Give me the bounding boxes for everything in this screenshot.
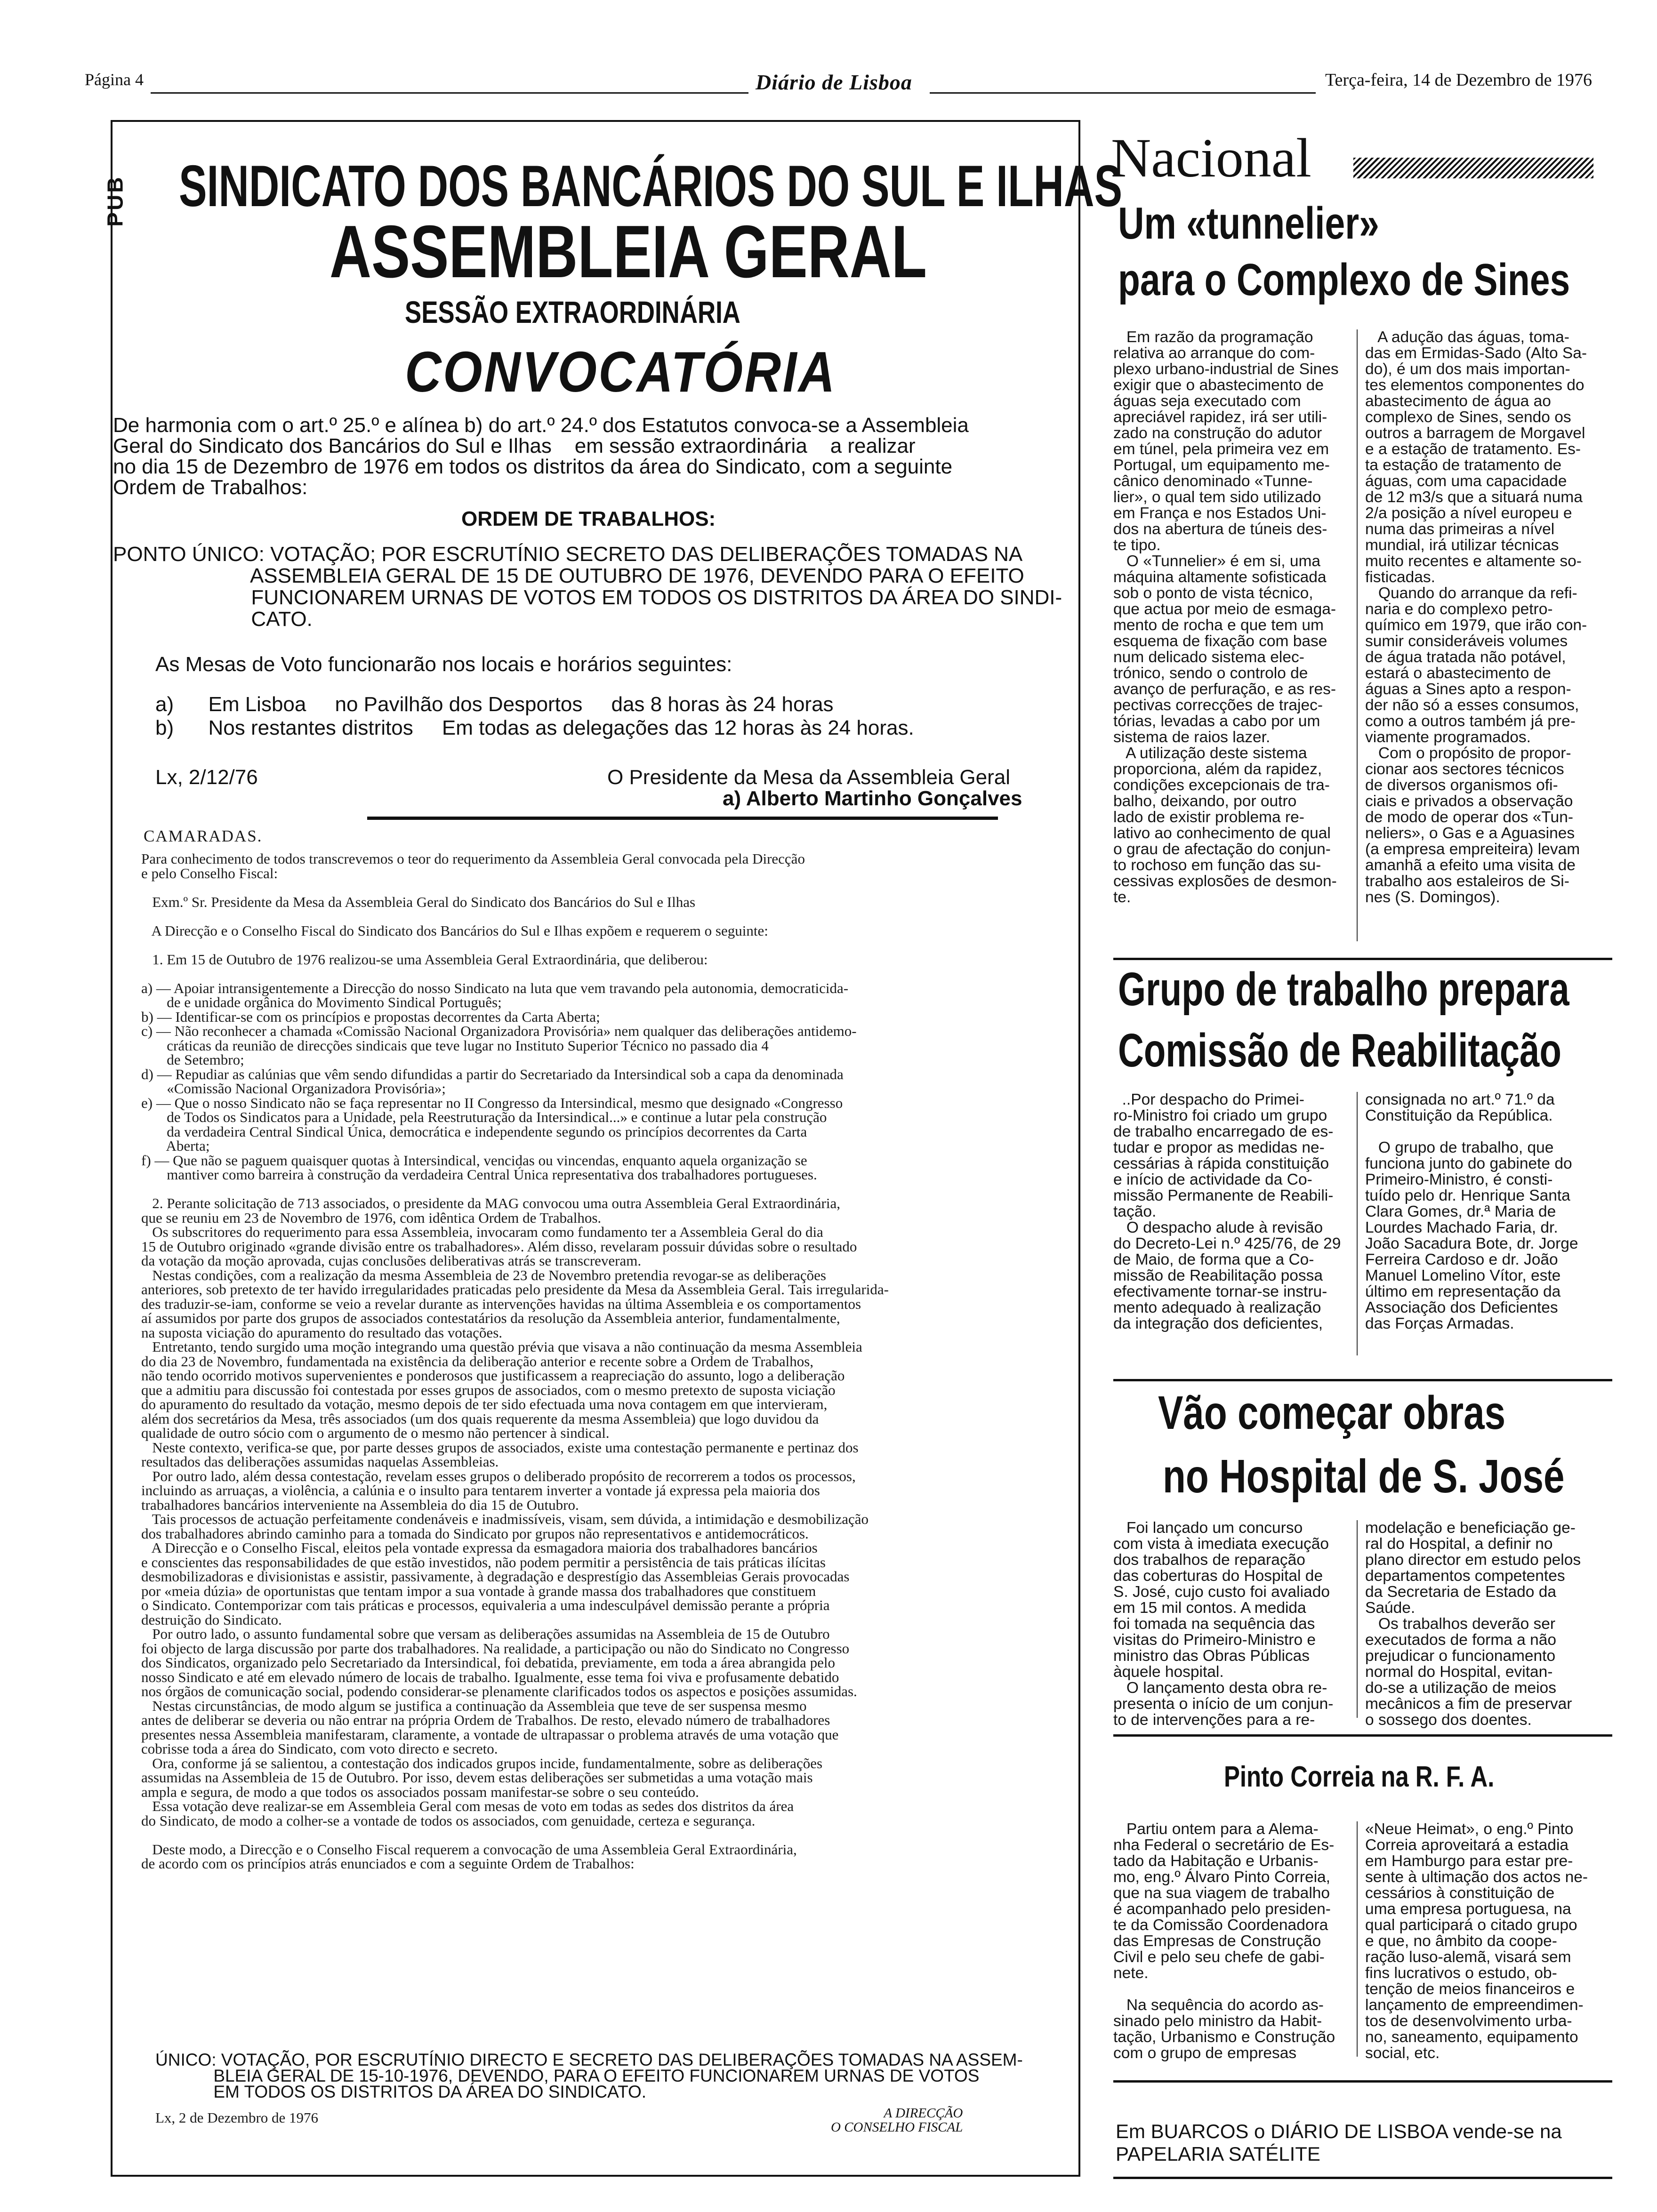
page-number: Página 4 [85,70,144,89]
signer-role: O Presidente da Mesa da Assembleia Geral [607,766,1011,789]
article-separator [1113,1379,1612,1381]
article-separator [1113,2177,1612,2179]
request-body: Para conhecimento de todos transcrevemos o teor do requerimento da Assembleia Geral convocada pela Direcção e pelo Conselho Fiscal: Exm.º Sr. Presidente da Mesa da Assembleia Geral do Sindicato dos Bancários do Sul e Ilhas A Direcção e o Conselho Fiscal do Sindicato dos Bancários do Sul e Ilhas expõem e requerem o seguinte: 1. Em 15 de Outubro de 1976 realizou-se uma Assembleia Geral Extraordinária, que deliberou: a) — Apoiar intransigentemente a Direcção do nosso Sindicato na luta que vem travando pela autonomia, democraticida- de e unidade orgânica do Movimento Sindical Português; b) — Identificar-se com os princípios e propostas decorrentes da Carta Aberta; c) — Não reconhecer a chamada «Comissão Nacional Organizadora Provisória» nem qualquer das deliberações antidemo- cráticas da reunião de direcções sindicais que teve lugar no Instituto Superior Técnico no passado dia 4 de Setembro; d) — Repudiar as calúnias que vêm sendo difundidas a partir do Secretariado da Intersindical sob a capa da denominada «Comissão Nacional Organizadora Provisória»; e) — Que o nosso Sindicato não se faça representar no II Congresso da Intersindical, mesmo que designado «Congresso de Todos os Sindicatos para a Unidade, pela Reestruturação da Intersindical...» e continue a lutar pela construção da verdadeira Central Sindical Única, democrática e independente segundo os princípios decorrentes da Carta Aberta; f) — Que não se paguem quaisquer quotas à Intersindical, vencidas ou vincendas, enquanto aquela organização se mantiver como barreira à construção da verdadeira Central Única representativa dos trabalhadores portugueses. 2. Perante solicitação de 713 associados, o presidente da MAG convocou uma outra Assembleia Geral Extraordinária, que se reuniu em 23 de Novembro de 1976, com idêntica Ordem de Trabalhos. Os subscritores do requerimento para essa Assembleia, invocaram como fundamento ter a Assembleia Geral do dia 15 de Outubro originado «grande divisão entre os trabalhadores». Além disso, revelaram possuir dúvidas sobre o resultado da votação da moção aprovada, cujas conclusões deliberativas atrás se transcreveram. Nestas condições, com a realização da mesma Assembleia de 23 de Novembro pretendia revogar-se as deliberações anteriores, sob pretexto de ter havido irregularidades praticadas pelo presidente da Mesa da Assembleia Geral. Tais irregularida- des traduzir-se-iam, conforme se veio a revelar durante as intervenções havidas na última Assembleia e os comportamentos aí assumidos por parte dos grupos de associados contestatários da resolução da Assembleia anterior, fundamentalmente, na suposta viciação do apuramento do resultado das votações. Entretanto, tendo surgido uma moção integrando uma questão prévia que visava a não continuação da mesma Assembleia do dia 23 de Novembro, fundamentada na existência da deliberação anterior e recente sobre a Ordem de Trabalhos, não tendo ocorrido motivos supervenientes e ponderosos que justificassem a reapreciação do assunto, logo a deliberação que a admitiu para discussão foi contestada por esses grupos de associados, com o mesmo pretexto de suposta viciação do apuramento do resultado da votação, mesmo depois de ter sido efectuada uma nova contagem em que intervieram, além dos secretários da Mesa, três associados (um dos quais requerente da mesma Assembleia) que logo duvidou da qualidade de outro sócio com o argumento de o mesmo não pertencer à sindical. Neste contexto, verifica-se que, por parte desses grupos de associados, existe uma contestação permanente e pertinaz dos resultados das deliberações assumidas naquelas Assembleias. Por outro lado, além dessa contestação, revelam esses grupos o deliberado propósito de recorrerem a todos os processos, incluindo as arruaças, a violência, a calúnia e o insulto para tentarem inverter a vontade já expressa pela maioria dos trabalhadores bancários interveniente na Assembleia do dia 15 de Outubro. Tais processos de actuação perfeitamente condenáveis e inadmissíveis, visam, sem dúvida, a intimidação e desmobilização dos trabalhadores abrindo caminho para a tomada do Sindicato por grupos não representativos e antidemocráticos. A Direcção e o Conselho Fiscal, eleitos pela vontade expressa da esmagadora maioria dos trabalhadores bancários e conscientes das responsabilidades de que estão investidos, não podem permitir a persistência de tais práticas ilícitas desmobilizadoras e divisionistas e assistir, passivamente, à degradação e desprestígio das Assembleias Gerais provocadas por «meia dúzia» de oportunistas que tentam impor a sua vontade à grande massa dos trabalhadores que constituem o Sindicato. Contemporizar com tais práticas e processos, equivaleria a uma indesculpável demissão perante a própria destruição do Sindicato. Por outro lado, o assunto fundamental sobre que versam as deliberações assumidas na Assembleia de 15 de Outubro foi objecto de larga discussão por parte dos trabalhadores. Na realidade, a participação ou não do Sindicato no Congresso dos Sindicatos, organizado pelo Secretariado da Intersindical, foi debatida, previamente, em toda a área abrangida pelo nosso Sindicato e até em elevado número de locais de trabalho. Igualmente, esse tema foi viva e profusamente debatido nos órgãos de comunicação social, podendo considerar-se plenamente clarificados todos os aspectos e posições assumidas. Nestas circunstâncias, de modo algum se justifica a continuação da Assembleia que teve de ser suspensa mesmo antes de deliberar se deveria ou não entrar na própria Ordem de Trabalhos. De resto, elevado número de trabalhadores presentes nessa Assembleia manifestaram, claramente, a vontade de ultrapassar o problema através de uma votação que cobrisse toda a área do Sindicato, com voto directo e secreto. Ora, conforme já se salientou, a contestação dos indicados grupos incide, fundamentalmente, sobre as deliberações assumidas na Assembleia de 15 de Outubro. Por isso, devem estas deliberações ser submetidas a uma votação mais ampla e segura, de modo a que todos os associados possam manifestar-se sobre o seu conteúdo. Essa votação deve realizar-se em Assembleia Geral com mesas de voto em todas as sedes dos distritos da área do Sindicato, de modo a colher-se a vontade de todos os associados, com genuidade, certeza e segurança. Deste modo, a Direcção e o Conselho Fiscal requerem a convocação de uma Assembleia Geral Extraordinária, de acordo com os princípios atrás enunciados e com a seguinte Ordem de Trabalhos: [141,850,889,1872]
section-hatch-rule [1353,158,1593,178]
pinto-column-1: Partiu ontem para a Alema- nha Federal o secretário de Es- tado da Habitação e Urbanis- mo, eng.º Álvaro Pinto Correia, que na sua viagem de trabalho é acompanhado pelo presiden- te da Comissão Coordenadora das Empresas de Construção Civil e pelo seu chefe de gabi- nete. Na sequência do acordo as- sinado pelo ministro da Habit- tação, Urbanismo e Construção com o grupo de empresas [1113,1820,1335,2062]
polling-districts: b) Nos restantes distritos Em todas as delegações das 12 horas às 24 horas. [155,716,914,739]
direccao-signature: A DIRECÇÃO O CONSELHO FISCAL [831,2106,963,2135]
convocatoria-title: CONVOCATÓRIA [405,340,837,404]
tunnel-headline-2: para o Complexo de Sines [1118,255,1570,305]
signature-rule [367,817,998,820]
pub-text: PUB [103,175,128,227]
header-rule-left [151,92,748,94]
tunnel-column-1: Em razão da programação relativa ao arranque do com- plexo urbano-industrial de Sines exigir que o abastecimento de águas seja executado com apreciável rapidez, irá ser utili- zado na construção do adutor em túnel, pela primeira vez em Portugal, um equipamento me- cânico denominado «Tunne- lier», o qual tem sido utilizado em França e nos Estados Uni- dos na abertura de túneis des- te tipo. O «Tunnelier» é em si, uma máquina altamente sofisticada sob o ponto de vista técnico, que actua por meio de esmaga- mento de rocha e que tem um esquema de fixação com base num delicado sistema elec- trónico, sendo o controlo de avanço de perfuração, e as res- pectivas correcções de trajec- tórias, levadas a cabo por um sistema de raios lazer. A utilização deste sistema proporciona, além da rapidez, condições excepcionais de tra- balho, deixando, por outro lado de existir problema re- lativo ao conhecimento de qual o grau de afectação do conjun- to rochoso em função das su- cessivas explosões de desmon- te. [1113,329,1339,906]
headline-assembleia: ASSEMBLEIA GERAL [330,210,927,293]
article-separator [1113,2080,1612,2083]
column-divider [1357,1092,1358,1355]
agenda-item: PONTO ÚNICO: VOTAÇÃO; POR ESCRUTÍNIO SECRETO DAS DELIBERAÇÕES TOMADAS NA ASSEMBLEIA GERAL DE 15 DE OUTUBRO DE 1976, DEVENDO PARA O EFEITO FUNCIONAREM URNAS DE VOTOS EM TODOS OS DISTRITOS DA ÁREA DO SINDI- CATO. [113,543,1062,631]
section-title: Nacional [1111,127,1311,189]
article-separator [1113,1734,1612,1737]
grupo-headline-1: Grupo de trabalho prepara [1118,963,1569,1016]
tunnel-column-2: A adução das águas, toma- das em Ermidas-Sado (Alto Sa- do), é um dos mais importan- tes elementos componentes do abastecimento de água ao complexo de Sines, sendo os outros a barragem de Morgavel e a estação de tratamento. Es- ta estação de tratamento de águas, com uma capacidade de 12 m3/s que a situará numa 2/a posição a nível europeu e numa das primeiras a nível mundial, irá utilizar técnicas muito recentes e altamente so- fisticadas. Quando do arranque da refi- naria e do complexo petro- químico em 1979, que irão con- sumir consideráveis volumes de água tratada não potável, estará o abastecimento de águas a Sines apto a respon- der não só a esses consumos, como a outros também já pre- viamente programados. Com o propósito de propor- cionar aos sectores técnicos de diversos organismos ofi- ciais e privados a observação de modo de operar dos «Tun- neliers», o Gas e a Aguasines (a empresa empreiteira) levam amanhã a efeito uma visita de trabalho aos estaleiros de Si- nes (S. Domingos). [1365,329,1587,906]
article-separator [1113,958,1612,960]
header-rule-right [930,92,1316,94]
grupo-column-1: ..Por despacho do Primei- ro-Ministro foi criado um grupo de trabalho encarregado de es- tudar e propor as medidas ne- cessárias à rápida constituição e início de actividade da Co- missão Permanente de Reabili- tação. O despacho alude à revisão do Decreto-Lei n.º 425/76, de 29 de Maio, de forma que a Co- missão de Reabilitação possa efectivamente tornar-se instru- mento adequado à realização da integração dos deficientes, [1113,1091,1341,1332]
camaradas-heading: CAMARADAS. [144,827,263,845]
hospital-column-2: modelação e beneficiação ge- ral do Hospital, a definir no plano director em estudo pelos departamentos competentes da Secretaria de Estado da Saúde. Os trabalhos deverão ser executados de forma a não prejudicar o funcionamento normal do Hospital, evitan- do-se a utilização de meios mecânicos a fim de preservar o sossego dos doentes. [1365,1519,1581,1729]
sales-notice: Em BUARCOS o DIÁRIO DE LISBOA vende-se na PAPELARIA SATÉLITE [1116,2120,1562,2165]
grupo-headline-2: Comissão de Reabilitação [1118,1024,1561,1077]
place-date-2: Lx, 2 de Dezembro de 1976 [155,2109,319,2126]
place-date: Lx, 2/12/76 [155,766,258,789]
column-divider [1357,1520,1358,1718]
column-divider [1357,1821,1358,2057]
session-subtitle: SESSÃO EXTRAORDINÁRIA [405,295,740,329]
tunnel-headline-1: Um «tunnelier» [1118,198,1379,248]
agenda-title: ORDEM DE TRABALHOS: [461,507,716,530]
hospital-headline-2: no Hospital de S. José [1163,1450,1565,1503]
unico-item: ÚNICO: VOTAÇÃO, POR ESCRUTÍNIO DIRECTO E SECRETO DAS DELIBERAÇÕES TOMADAS NA ASSEM- BLEIA GERAL DE 15-10-1976, DEVENDO, PARA O EFEITO FUNCIONAREM URNAS DE VOTOS EM TODOS OS DISTRITOS DA ÁREA DO SINDICATO. [155,2050,1023,2101]
grupo-column-2: consignada no art.º 71.º da Constituição da República. O grupo de trabalho, que funciona junto do gabinete do Primeiro-Ministro, é consti- tuído pelo dr. Henrique Santa Clara Gomes, dr.ª Maria de Lourdes Machado Faria, dr. João Sacadura Bote, dr. Jorge Ferreira Cardoso e dr. João Manuel Lomelino Vítor, este último em representação da Associação dos Deficientes das Forças Armadas. [1365,1091,1578,1332]
hospital-headline-1: Vão começar obras [1158,1387,1506,1439]
pub-label [103,162,146,242]
pinto-column-2: «Neue Heimat», o eng.º Pinto Correia aproveitará a estadia em Hamburgo para estar pre- sente à ultimação dos actos ne- cessários à constituição de uma empresa portuguesa, na qual participará o citado grupo e que, no âmbito da coope- ração luso-alemã, visará sem fins lucrativos o estudo, ob- tenção de meios financeiros e lançamento de empreendimen- tos de desenvolvimento urba- no, saneamento, equipamento social, etc. [1365,1820,1588,2062]
masthead: Diário de Lisboa [756,70,912,94]
polling-lisbon: a) Em Lisboa no Pavilhão dos Desportos das 8 horas às 24 horas [155,693,834,716]
pinto-headline: Pinto Correia na R. F. A. [1224,1761,1495,1793]
polling-intro: As Mesas de Voto funcionarão nos locais e horários seguintes: [155,653,732,676]
signer-name: a) Alberto Martinho Gonçalves [723,787,1022,810]
intro-paragraph: De harmonia com o art.º 25.º e alínea b) do art.º 24.º dos Estatutos convoca-se a Assembleia Geral do Sindicato dos Bancários do Sul e Ilhas em sessão extraordinária a realizar no dia 15 de Dezembro de 1976 em todos os distritos da área do Sindicato, com a seguinte Ordem de Trabalhos: [113,414,969,499]
column-divider [1357,329,1358,941]
issue-date: Terça-feira, 14 de Dezembro de 1976 [1325,70,1593,90]
hospital-column-1: Foi lançado um concurso com vista à imediata execução dos trabalhos de reparação das coberturas do Hospital de S. José, cujo custo foi avaliado em 15 mil contos. A medida foi tomada na sequência das visitas do Primeiro-Ministro e ministro das Obras Públicas àquele hospital. O lançamento desta obra re- presenta o início de um conjun- to de intervenções para a re- [1113,1519,1334,1729]
union-name: SINDICATO DOS BANCÁRIOS DO SUL E ILHAS [179,154,1123,219]
